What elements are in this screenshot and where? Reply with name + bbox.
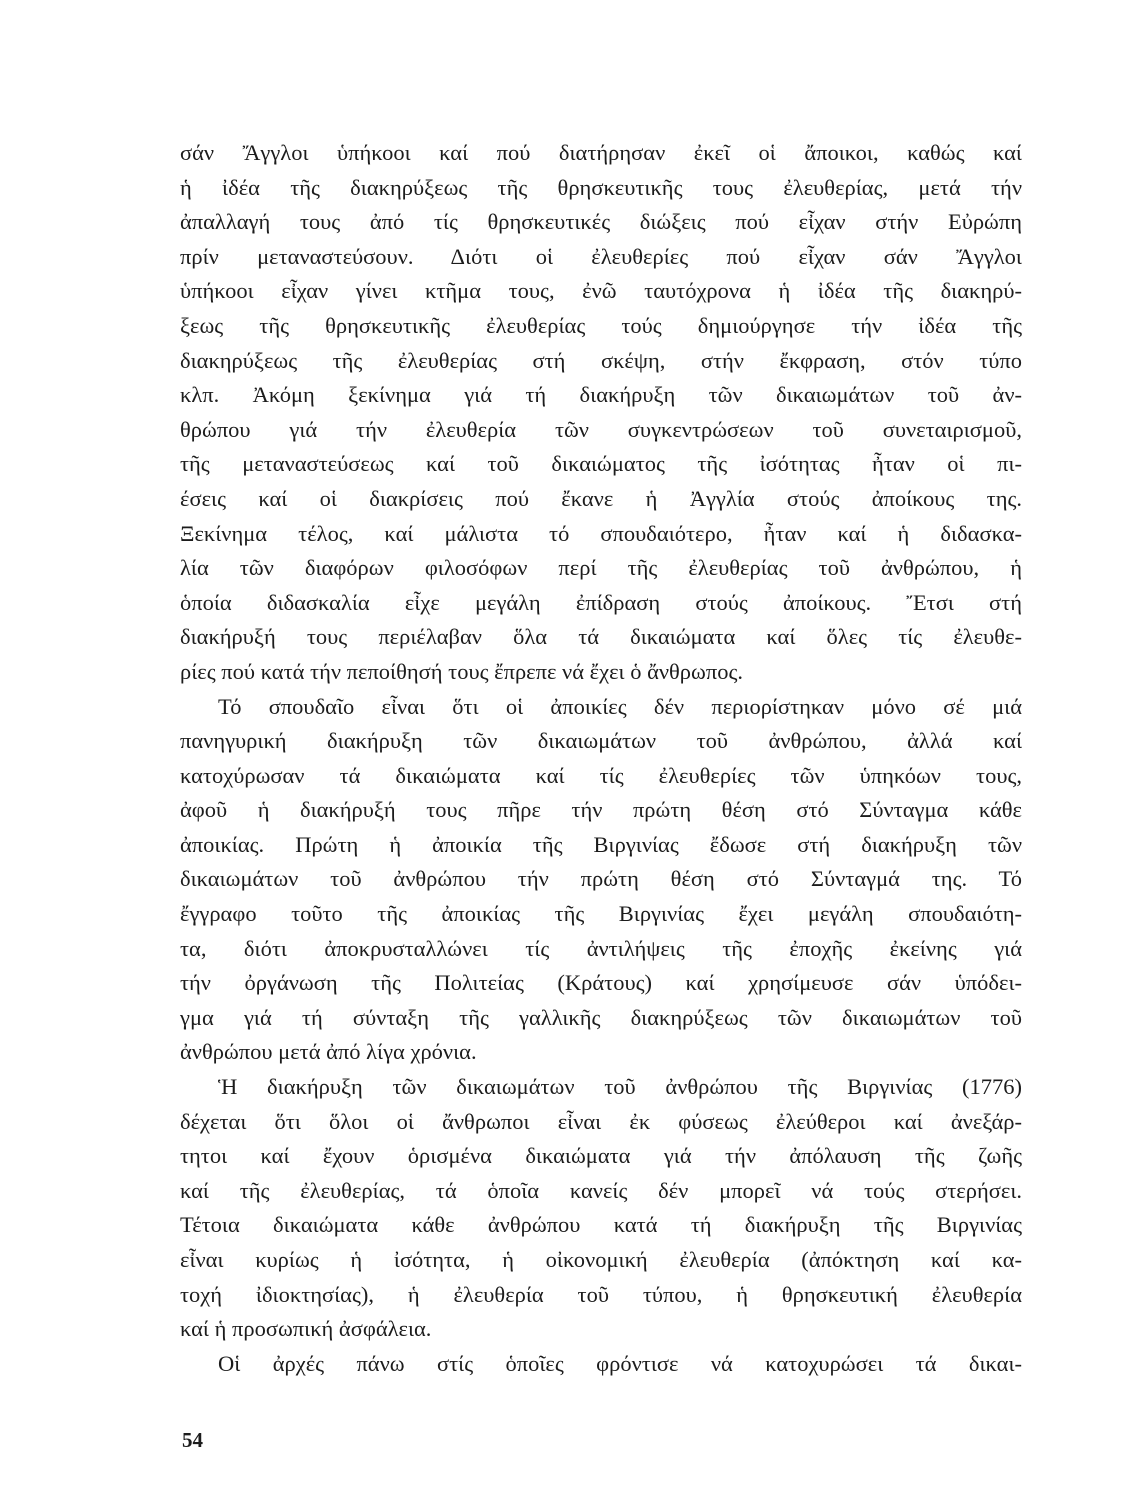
text-line: Τό σπουδαῖο εἶναι ὅτι οἱ ἀποικίες δέν περιορίστηκαν μόνο σέ μιά [218, 693, 1022, 719]
text-line: κλπ. Ἀκόμη ξεκίνημα γιά τή διακήρυξη τῶν δικαιωμάτων τοῦ ἀν- [180, 382, 1022, 408]
text-line: δέχεται ὅτι ὅλοι οἱ ἄνθρωποι εἶναι ἐκ φύσεως ἐλεύθεροι καί ἀνεξάρ- [180, 1108, 1022, 1134]
text-line: λία τῶν διαφόρων φιλοσόφων περί τῆς ἐλευθερίας τοῦ ἀνθρώπου, ἡ [180, 555, 1022, 581]
text-line: Ξεκίνημα τέλος, καί μάλιστα τό σπουδαιότερο, ἦταν καί ἡ διδασκα- [180, 520, 1022, 546]
text-line: θρώπου γιά τήν ἐλευθερία τῶν συγκεντρώσεων τοῦ συνεταιρισμοῦ, [180, 416, 1022, 442]
text-line: ρίες πού κατά τήν πεποίθησή τους ἔπρεπε νά ἔχει ὁ ἄνθρωπος. [180, 658, 743, 684]
text-line: δικαιωμάτων τοῦ ἀνθρώπου τήν πρώτη θέση στό Σύνταγμά της. Τό [180, 866, 1022, 892]
text-line: καί τῆς ἐλευθερίας, τά ὁποῖα κανείς δέν μπορεῖ νά τούς στερήσει. [180, 1177, 1022, 1203]
text-line: τῆς μεταναστεύσεως καί τοῦ δικαιώματος τῆς ἰσότητας ἦταν οἱ πι- [180, 451, 1022, 477]
text-line: ὑπήκοοι εἶχαν γίνει κτῆμα τους, ἐνῶ ταυτόχρονα ἡ ἰδέα τῆς διακηρύ- [180, 278, 1022, 304]
text-line: ἀνθρώπου μετά ἀπό λίγα χρόνια. [180, 1039, 477, 1065]
text-line: ἀπαλλαγή τους ἀπό τίς θρησκευτικές διώξεις πού εἶχαν στήν Εὐρώπη [180, 209, 1022, 235]
text-line: Τέτοια δικαιώματα κάθε ἀνθρώπου κατά τή διακήρυξη τῆς Βιργινίας [180, 1212, 1022, 1238]
text-line: τητοι καί ἔχουν ὁρισμένα δικαιώματα γιά τήν ἀπόλαυση τῆς ζωῆς [180, 1143, 1022, 1169]
text-line: ἀφοῦ ἡ διακήρυξή τους πῆρε τήν πρώτη θέση στό Σύνταγμα κάθε [180, 797, 1022, 823]
text-line: Οἱ ἀρχές πάνω στίς ὁποῖες φρόντισε νά κατοχυρώσει τά δικαι- [218, 1350, 1022, 1376]
text-line: ὁποία διδασκαλία εἶχε μεγάλη ἐπίδραση στούς ἀποίκους. Ἔτσι στή [180, 589, 1022, 615]
text-line: διακηρύξεως τῆς ἐλευθερίας στή σκέψη, στήν ἔκφραση, στόν τύπο [180, 347, 1022, 373]
text-line: διακήρυξή τους περιέλαβαν ὅλα τά δικαιώματα καί ὅλες τίς ἐλευθε- [180, 624, 1022, 650]
text-line: γμα γιά τή σύνταξη τῆς γαλλικῆς διακηρύξεως τῶν δικαιωμάτων τοῦ [180, 1004, 1022, 1030]
text-line: ἔγγραφο τοῦτο τῆς ἀποικίας τῆς Βιργινίας ἔχει μεγάλη σπουδαιότη- [180, 901, 1022, 927]
text-line: πανηγυρική διακήρυξη τῶν δικαιωμάτων τοῦ ἀνθρώπου, ἀλλά καί [180, 728, 1022, 754]
text-line: κατοχύρωσαν τά δικαιώματα καί τίς ἐλευθερίες τῶν ὑπηκόων τους, [180, 762, 1022, 788]
text-line: σάν Ἄγγλοι ὑπήκοοι καί πού διατήρησαν ἐκεῖ οἱ ἄποικοι, καθώς καί [180, 140, 1022, 165]
text-line: τοχή ἰδιοκτησίας), ἡ ἐλευθερία τοῦ τύπου, ἡ θρησκευτική ἐλευθερία [180, 1281, 1022, 1307]
text-line: εἶναι κυρίως ἡ ἰσότητα, ἡ οἰκονομική ἐλευθερία (ἀπόκτηση καί κα- [180, 1247, 1022, 1272]
page-number: 54 [182, 1428, 203, 1452]
body-text [180, 136, 1022, 1381]
text-line: έσεις καί οἱ διακρίσεις πού ἔκανε ἡ Ἀγγλία στούς ἀποίκους της. [180, 485, 1022, 511]
text-line: ἡ ἰδέα τῆς διακηρύξεως τῆς θρησκευτικῆς τους ἐλευθερίας, μετά τήν [180, 174, 1022, 200]
text-line: καί ἡ προσωπική ἀσφάλεια. [180, 1316, 432, 1342]
text-line: ἀποικίας. Πρώτη ἡ ἀποικία τῆς Βιργινίας ἔδωσε στή διακήρυξη τῶν [180, 831, 1022, 857]
text-line: ξεως τῆς θρησκευτικῆς ἐλευθερίας τούς δημιούργησε τήν ἰδέα τῆς [180, 312, 1022, 338]
text-line: πρίν μεταναστεύσουν. Διότι οἱ ἐλευθερίες πού εἶχαν σάν Ἄγγλοι [180, 243, 1022, 269]
text-line: τα, διότι ἀποκρυσταλλώνει τίς ἀντιλήψεις τῆς ἐποχῆς ἐκείνης γιά [180, 935, 1022, 961]
text-line: τήν ὀργάνωση τῆς Πολιτείας (Κράτους) καί χρησίμευσε σάν ὑπόδει- [180, 970, 1022, 996]
text-line: Ἡ διακήρυξη τῶν δικαιωμάτων τοῦ ἀνθρώπου τῆς Βιργινίας (1776) [218, 1074, 1022, 1100]
